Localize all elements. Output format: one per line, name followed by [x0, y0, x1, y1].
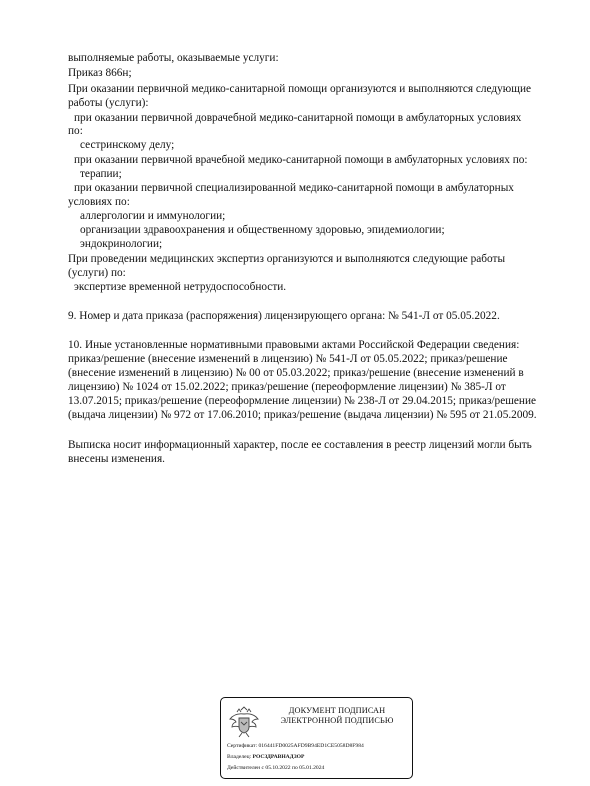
text-line: условиях по: [68, 196, 130, 208]
stamp-title-line1: ДОКУМЕНТ ПОДПИСАН [288, 706, 386, 715]
owner-value: РОСЗДРАВНАДЗОР [252, 754, 305, 760]
text-line: (внесение изменений в лицензию) № 00 от 05.03.2022; приказ/решение (внесение изменений в [68, 367, 524, 379]
certificate-label: Сертификат: [227, 743, 258, 749]
section-9-line: 9. Номер и дата приказа (распоряжения) лицензирующего органа: № 541-Л от 05.05.2022. [68, 310, 500, 322]
text-line: при оказании первичной врачебной медико-санитарной помощи в амбулаторных условиях по: [74, 154, 528, 166]
text-line: эндокринологии; [80, 238, 163, 250]
disclaimer-line: внесены изменения. [68, 453, 165, 465]
text-line: работы (услуги): [68, 97, 149, 109]
text-line: (выдача лицензии) № 972 от 17.06.2010; приказ/решение (выдача лицензии) № 595 от 21.05.2009. [68, 409, 537, 421]
text-line: лицензию) № 1024 от 15.02.2022; приказ/решение (переоформление лицензии) № 385-Л от [68, 381, 506, 393]
text-line: по: [68, 125, 83, 137]
text-line: (услуги) по: [68, 267, 126, 279]
text-line: При оказании первичной медико-санитарной помощи организуются и выполняются следующие [68, 83, 532, 95]
text-line: при оказании первичной доврачебной медико-санитарной помощи в амбулаторных условиях [74, 112, 522, 124]
text-line: аллергологии и иммунологии; [80, 210, 226, 222]
text-line: выполняемые работы, оказываемые услуги: [68, 52, 279, 64]
disclaimer-line: Выписка носит информационный характер, после ее составления в реестр лицензий могли быть [68, 439, 532, 451]
section-10-line: 10. Иные установленные нормативными правовыми актами Российской Федерации сведения: [68, 339, 520, 351]
text-line: приказ/решение (внесение изменений в лицензию) № 541-Л от 05.05.2022; приказ/решение [68, 353, 508, 365]
owner-label: Владелец: [227, 754, 252, 760]
text-line: организации здравоохранения и общественному здоровью, эпидемиологии; [80, 224, 445, 236]
text-line: 13.07.2015; приказ/решение (переоформление лицензии) № 238-Л от 29.04.2015; приказ/решение [68, 395, 537, 407]
text-line: При проведении медицинских экспертиз организуются и выполняются следующие работы [68, 253, 506, 265]
text-line: Приказ 866н; [68, 67, 132, 79]
text-line: сестринскому делу; [80, 139, 175, 151]
russian-coat-of-arms-icon [227, 705, 261, 739]
stamp-owner [227, 754, 304, 761]
electronic-signature-stamp [220, 697, 413, 779]
text-line: экспертизе временной нетрудоспособности. [74, 281, 287, 293]
stamp-title-line2: ЭЛЕКТРОННОЙ ПОДПИСЬЮ [280, 716, 394, 725]
certificate-value: 016441FD0025AFD9B94ED1CE5058D8F984 [258, 743, 364, 749]
stamp-validity: Действителен с 05.10.2022 по 05.01.2024 [227, 765, 325, 771]
text-line: при оказании первичной специализированной медико-санитарной помощи в амбулаторных [74, 182, 514, 194]
stamp-certificate [227, 743, 364, 750]
text-line: терапии; [80, 168, 122, 180]
